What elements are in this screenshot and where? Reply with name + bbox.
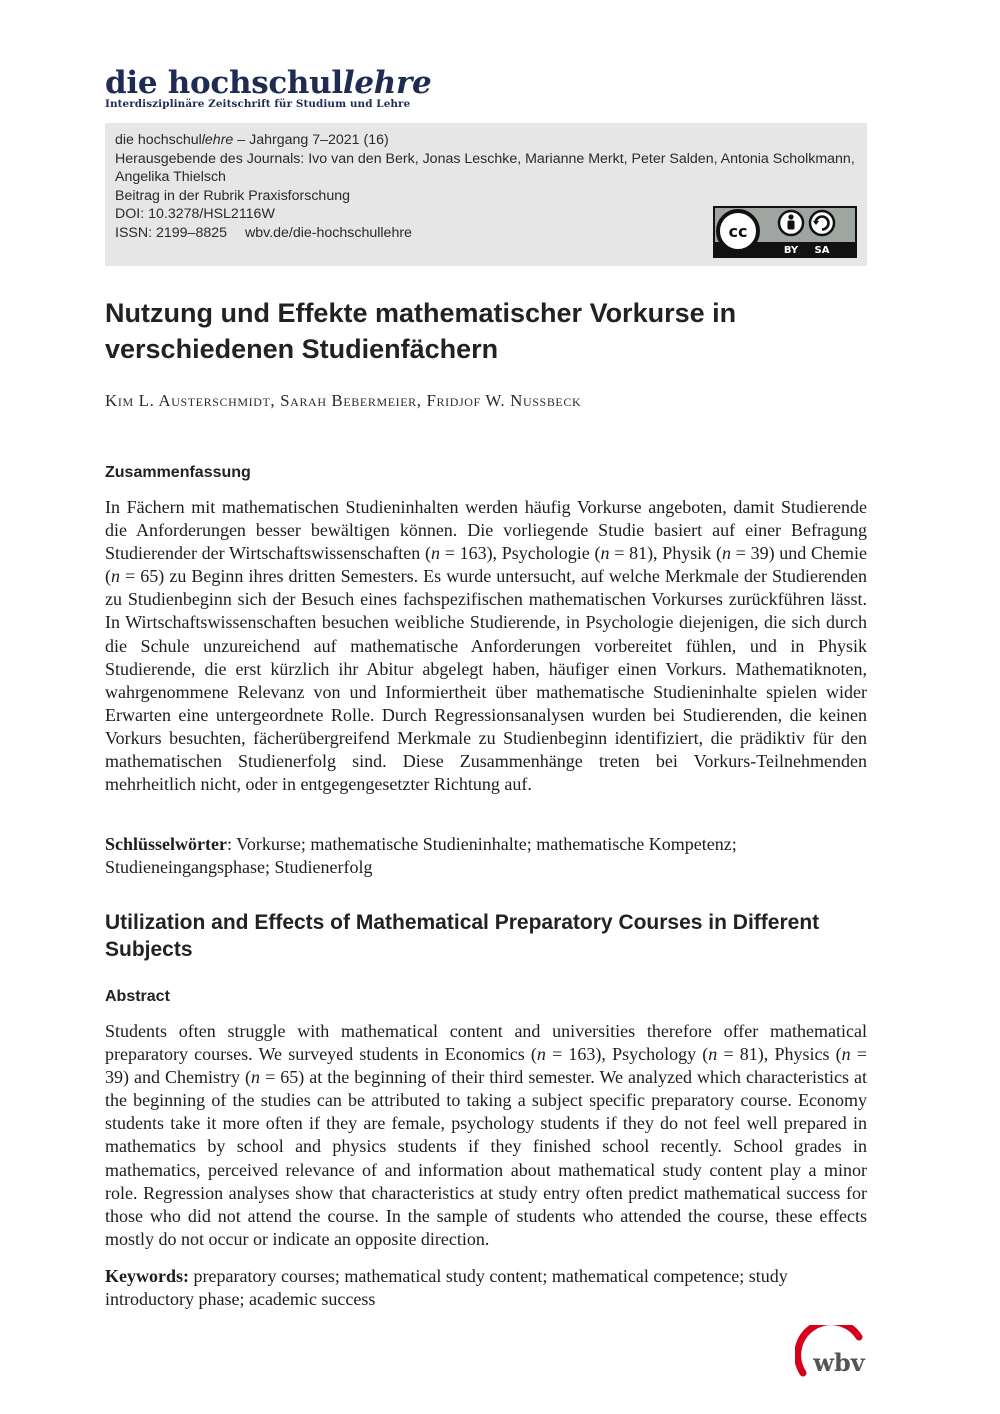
website-link[interactable]: wbv.de/die-hochschullehre [245,224,412,241]
abstract-de-heading: Zusammenfassung [105,464,251,481]
keywords-de: Schlüsselwörter: Vorkurse; mathematische Studieninhalte; mathematische Kompetenz; Studieneingangsphase; Studienerfolg [105,834,737,878]
journal-tagline: Interdisziplinäre Zeitschrift für Studium und Lehre [105,98,411,110]
journal-logo: die hochschullehre [105,65,432,101]
journal-volume: die hochschullehre – Jahrgang 7–2021 (16) [115,132,389,148]
keywords-en: Keywords: preparatory courses; mathematical study content; mathematical competence; study introductory phase; academic success [105,1266,788,1310]
editors-line: Herausgebende des Journals: Ivo van den Berk, Jonas Leschke, Marianne Merkt, Peter Salden, Antonia Scholkmann, Angelika Thielsch [115,150,855,186]
article-title-de: Nutzung und Effekte mathematischer Vorkurse in verschiedenen Studienfächern [105,298,737,364]
cc-icon-label: cc [728,222,748,241]
article-title-en: Utilization and Effects of Mathematical Preparatory Courses in Different Subjects [105,911,820,961]
logo-text: wbv [813,1348,865,1377]
abstract-en-text: Students often struggle with mathematical content and universities therefore offer mathematical preparatory courses. We surveyed students in Economics (n = 163), Psychology (n = 81), Physics (n = 39) and Chemistry (n = 65) at the beginning of their third semester. We analyzed which characteristics at the beginning of the studies can be attributed to taking a subject specific preparatory course. Economy students take it more often if they are female, psychology students if they do not feel well prepared in mathematics by school and physics students if they finished school recently. School grades in mathematics, perceived relevance of and information about mathematical study content play a minor role. Regression analyses show that characteristics at study entry often predict mathematical success for those who did not attend the course. In the sample of students who attended the course, these effects mostly do not occur or indicate an opposite direction. [105,1021,868,1249]
by-label: BY [783,245,799,256]
journal-masthead [105,66,432,110]
wbv-publisher-logo [795,1325,867,1380]
rubric-line: Beitrag in der Rubrik Praxisforschung [115,187,350,204]
cc-license-badge[interactable] [713,206,857,258]
issn-line: ISSN: 2199–8825 [115,224,228,241]
doi-line[interactable]: DOI: 10.3278/HSL2116W [115,206,275,223]
author-list: Kim L. Austerschmidt, Sarah Bebermeier, Fridjof W. Nussbeck [105,391,582,410]
share-alike-icon [810,211,834,235]
abstract-en-heading: Abstract [105,988,170,1005]
abstract-de-text: In Fächern mit mathematischen Studieninhalten werden häufig Vorkurse angeboten, damit Studierende die Anforderungen besser bewältigen können. Die vorliegende Studie basiert auf einer Befragung Studierender der Wirtschaftswissenschaften (n = 163), Psychologie (n = 81), Physik (n = 39) und Chemie (n = 65) zu Beginn ihres dritten Semesters. Es wurde untersucht, auf welche Merkmale der Studierenden zu Studienbeginn sich der Besuch eines fachspezifischen mathematischen Vorkurses zurückführen lässt. In Wirtschaftswissenschaften besuchen weibliche Studierende, in Psychologie diejenigen, die sich durch die Schule unzureichend auf mathematische Anforderungen vorbereitet fühlen, und in Physik Studierende, die erst kürzlich ihr Abitur abgelegt haben, häufiger einen Vorkurs. Mathematiknoten, wahrgenommene Relevanz von und Informiertheit über mathematische Studieninhalte spielen wider Erwarten eine untergeordnete Rolle. Durch Regressionsanalysen wurden bei Studierenden, die keinen Vorkurs besuchten, fächerübergreifend Merkmale zu Studienbeginn identifiziert, die prädiktiv für den mathematischen Studienerfolg sind. Diese Zusammenhänge treten bei Vorkurs-Teilnehmenden mehrheitlich nicht, oder in entgegengesetzter Richtung auf. [105,497,867,795]
journal-info-box [105,123,867,266]
sa-label: SA [814,245,830,256]
